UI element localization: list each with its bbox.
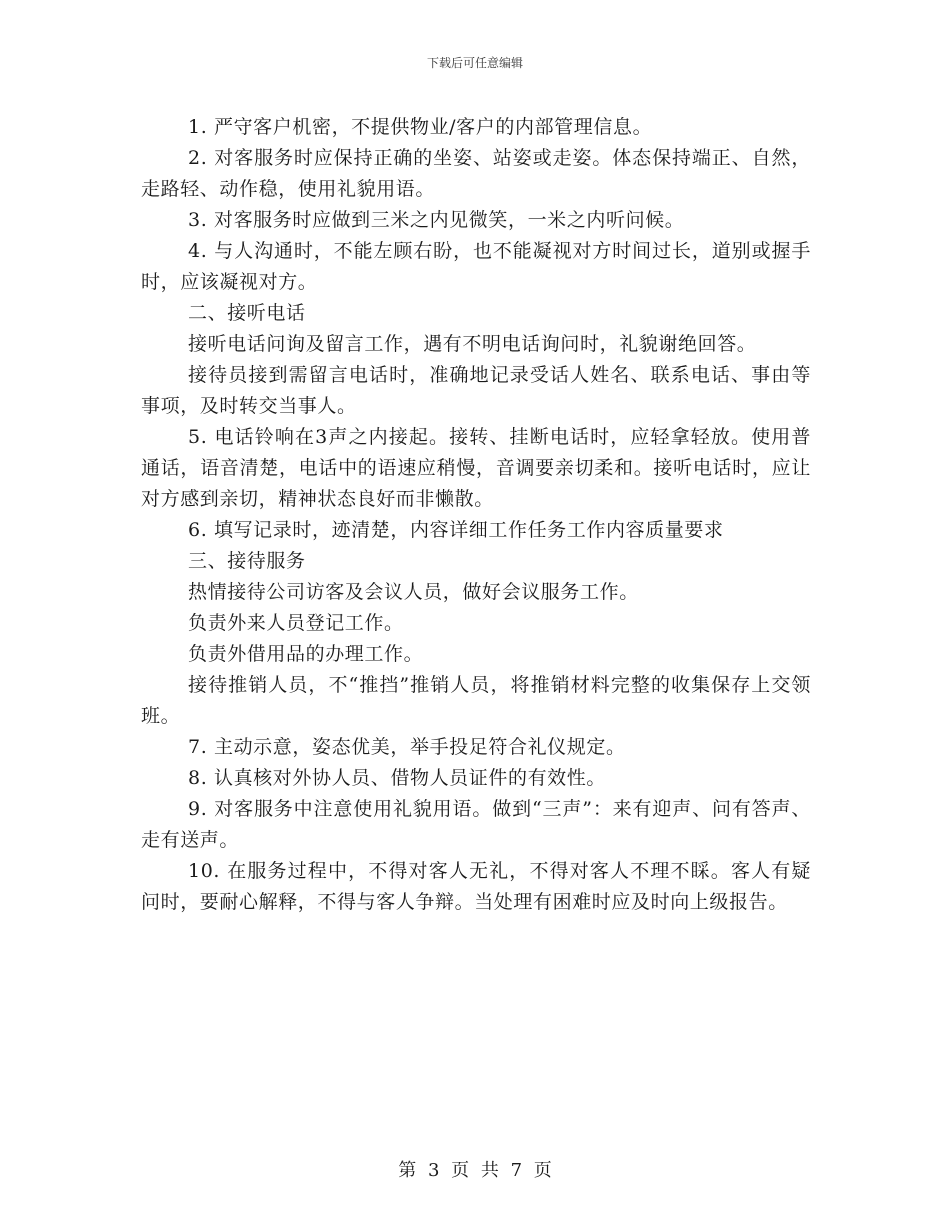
paragraph-9: 9. 对客服务中注意使用礼貌用语。做到“三声”：来有迎声、问有答声、走有送声。 bbox=[141, 798, 811, 851]
paragraph-7: 7. 主动示意，姿态优美，举手投足符合礼仪规定。 bbox=[188, 736, 626, 758]
paragraph-reception-registration: 负责外来人员登记工作。 bbox=[188, 612, 404, 634]
paragraph-reception-visitors: 热情接待公司访客及会议人员，做好会议服务工作。 bbox=[188, 581, 639, 603]
paragraph-4: 4. 与人沟通时，不能左顾右盼，也不能凝视对方时间过长，道别或握手时，应该凝视对方。 bbox=[141, 240, 811, 293]
page-header: 下载后可任意编辑 bbox=[426, 56, 523, 70]
paragraph-phone-inquiry: 接听电话问询及留言工作，遇有不明电话询问时，礼貌谢绝回答。 bbox=[188, 333, 757, 355]
paragraph-8: 8. 认真核对外协人员、借物人员证件的有效性。 bbox=[188, 767, 606, 789]
paragraph-5: 5. 电话铃响在3声之内接起。接转、挂断电话时，应轻拿轻放。使用普通话，语音清楚，电话中的语速应稍慢，音调要亲切柔和。接听电话时，应让对方感到亲切，精神状态良好而非懒散。 bbox=[141, 426, 811, 510]
page-footer: 第 3 页 共 7 页 bbox=[398, 1160, 552, 1181]
paragraph-6: 6. 填写记录时，迹清楚，内容详细工作任务工作内容质量要求 bbox=[188, 519, 724, 541]
section-heading-reception: 三、接待服务 bbox=[188, 550, 306, 572]
paragraph-reception-sales: 接待推销人员，不“推挡”推销人员，将推销材料完整的收集保存上交领班。 bbox=[141, 674, 811, 727]
paragraph-10: 10. 在服务过程中，不得对客人无礼，不得对客人不理不睬。客人有疑问时，要耐心解释，不得与客人争辩。当处理有困难时应及时向上级报告。 bbox=[141, 860, 811, 913]
paragraph-2: 2. 对客服务时应保持正确的坐姿、站姿或走姿。体态保持端正、自然，走路轻、动作稳，使用礼貌用语。 bbox=[141, 147, 811, 200]
paragraph-phone-message: 接待员接到需留言电话时，准确地记录受话人姓名、联系电话、事由等事项，及时转交当事人。 bbox=[141, 364, 811, 417]
paragraph-reception-lending: 负责外借用品的办理工作。 bbox=[188, 643, 424, 665]
document-body bbox=[141, 112, 811, 918]
paragraph-1: 1. 严守客户机密，不提供物业/客户的内部管理信息。 bbox=[188, 116, 653, 138]
paragraph-3: 3. 对客服务时应做到三米之内见微笑，一米之内听问候。 bbox=[188, 209, 685, 231]
section-heading-phone: 二、接听电话 bbox=[188, 302, 306, 324]
